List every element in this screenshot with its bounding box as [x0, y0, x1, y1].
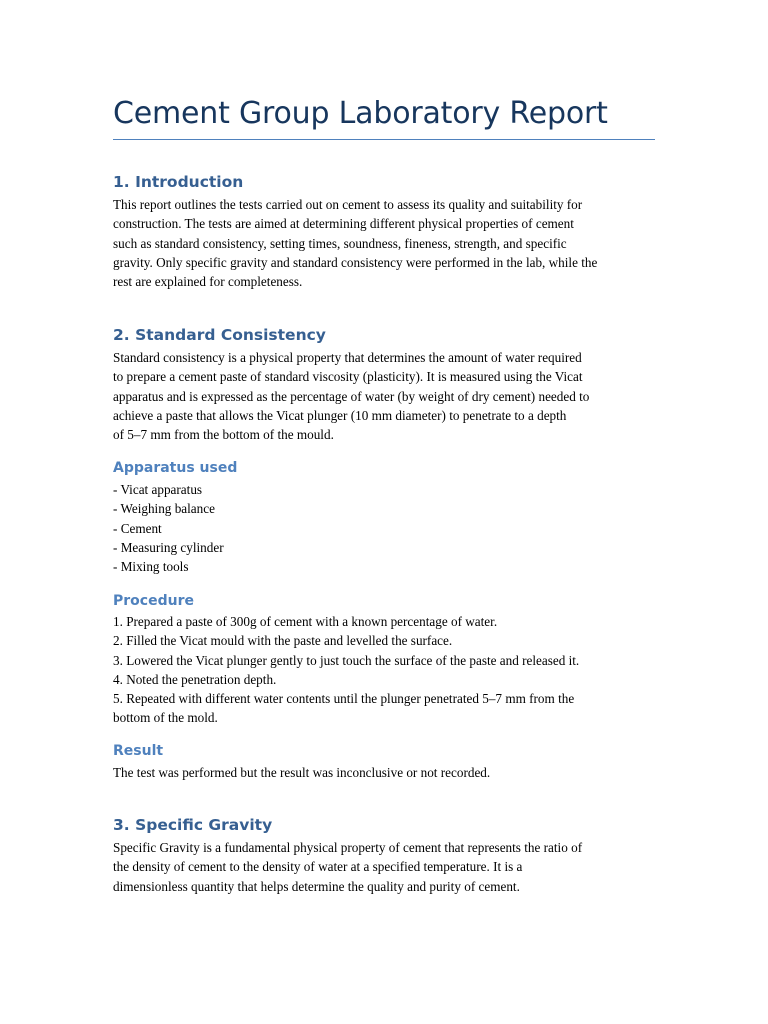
- text-line: such as standard consistency, setting times, soundness, fineness, strength, and specific: [113, 235, 567, 251]
- text-line: of 5–7 mm from the bottom of the mould.: [113, 427, 334, 443]
- procedure-step: 5. Repeated with different water contents until the plunger penetrated 5–7 mm from the: [113, 691, 575, 707]
- procedure-step: bottom of the mold.: [113, 710, 218, 726]
- text-line: rest are explained for completeness.: [113, 274, 303, 290]
- text-line: The test was performed but the result was inconclusive or not recorded.: [113, 765, 491, 780]
- procedure-list: [113, 612, 655, 728]
- text-line: the density of cement to the density of water at a specified temperature. It is a: [113, 859, 523, 875]
- list-item: - Vicat apparatus: [113, 482, 203, 497]
- procedure-step: 3. Lowered the Vicat plunger gently to just touch the surface of the paste and released it.: [113, 652, 580, 668]
- specific-gravity-heading: 3. Specific Gravity: [113, 816, 273, 834]
- procedure-heading: Procedure: [113, 593, 194, 609]
- text-line: construction. The tests are aimed at determining different physical properties of cement: [113, 216, 574, 232]
- title-underline: [113, 139, 655, 140]
- text-line: gravity. Only specific gravity and standard consistency were performed in the lab, while the: [113, 254, 598, 270]
- introduction-paragraph: [113, 195, 655, 291]
- list-item: - Measuring cylinder: [113, 539, 224, 555]
- text-line: to prepare a cement paste of standard viscosity (plasticity). It is measured using the Vicat: [113, 369, 583, 385]
- list-item: - Weighing balance: [113, 501, 215, 517]
- list-item: - Cement: [113, 520, 162, 536]
- text-line: Specific Gravity is a fundamental physical property of cement that represents the ratio of: [113, 840, 583, 855]
- text-line: Standard consistency is a physical property that determines the amount of water required: [113, 350, 582, 365]
- specific-gravity-paragraph: [113, 838, 655, 896]
- procedure-step: 4. Noted the penetration depth.: [113, 671, 277, 687]
- text-line: achieve a paste that allows the Vicat plunger (10 mm diameter) to penetrate to a depth: [113, 407, 567, 423]
- standard-consistency-heading: 2. Standard Consistency: [113, 326, 326, 344]
- text-line: apparatus and is expressed as the percentage of water (by weight of dry cement) needed to: [113, 388, 590, 404]
- text-line: dimensionless quantity that helps determine the quality and purity of cement.: [113, 878, 520, 894]
- procedure-step: 2. Filled the Vicat mould with the paste and levelled the surface.: [113, 633, 453, 649]
- apparatus-heading: Apparatus used: [113, 460, 238, 476]
- standard-consistency-paragraph: [113, 348, 655, 444]
- document-title: Cement Group Laboratory Report: [113, 96, 608, 131]
- result-paragraph: [113, 763, 655, 782]
- result-heading: Result: [113, 743, 164, 759]
- introduction-heading: 1. Introduction: [113, 173, 244, 191]
- list-item: - Mixing tools: [113, 559, 189, 575]
- text-line: This report outlines the tests carried out on cement to assess its quality and suitability for: [113, 197, 583, 212]
- procedure-step: 1. Prepared a paste of 300g of cement with a known percentage of water.: [113, 614, 498, 629]
- apparatus-list: [113, 480, 655, 576]
